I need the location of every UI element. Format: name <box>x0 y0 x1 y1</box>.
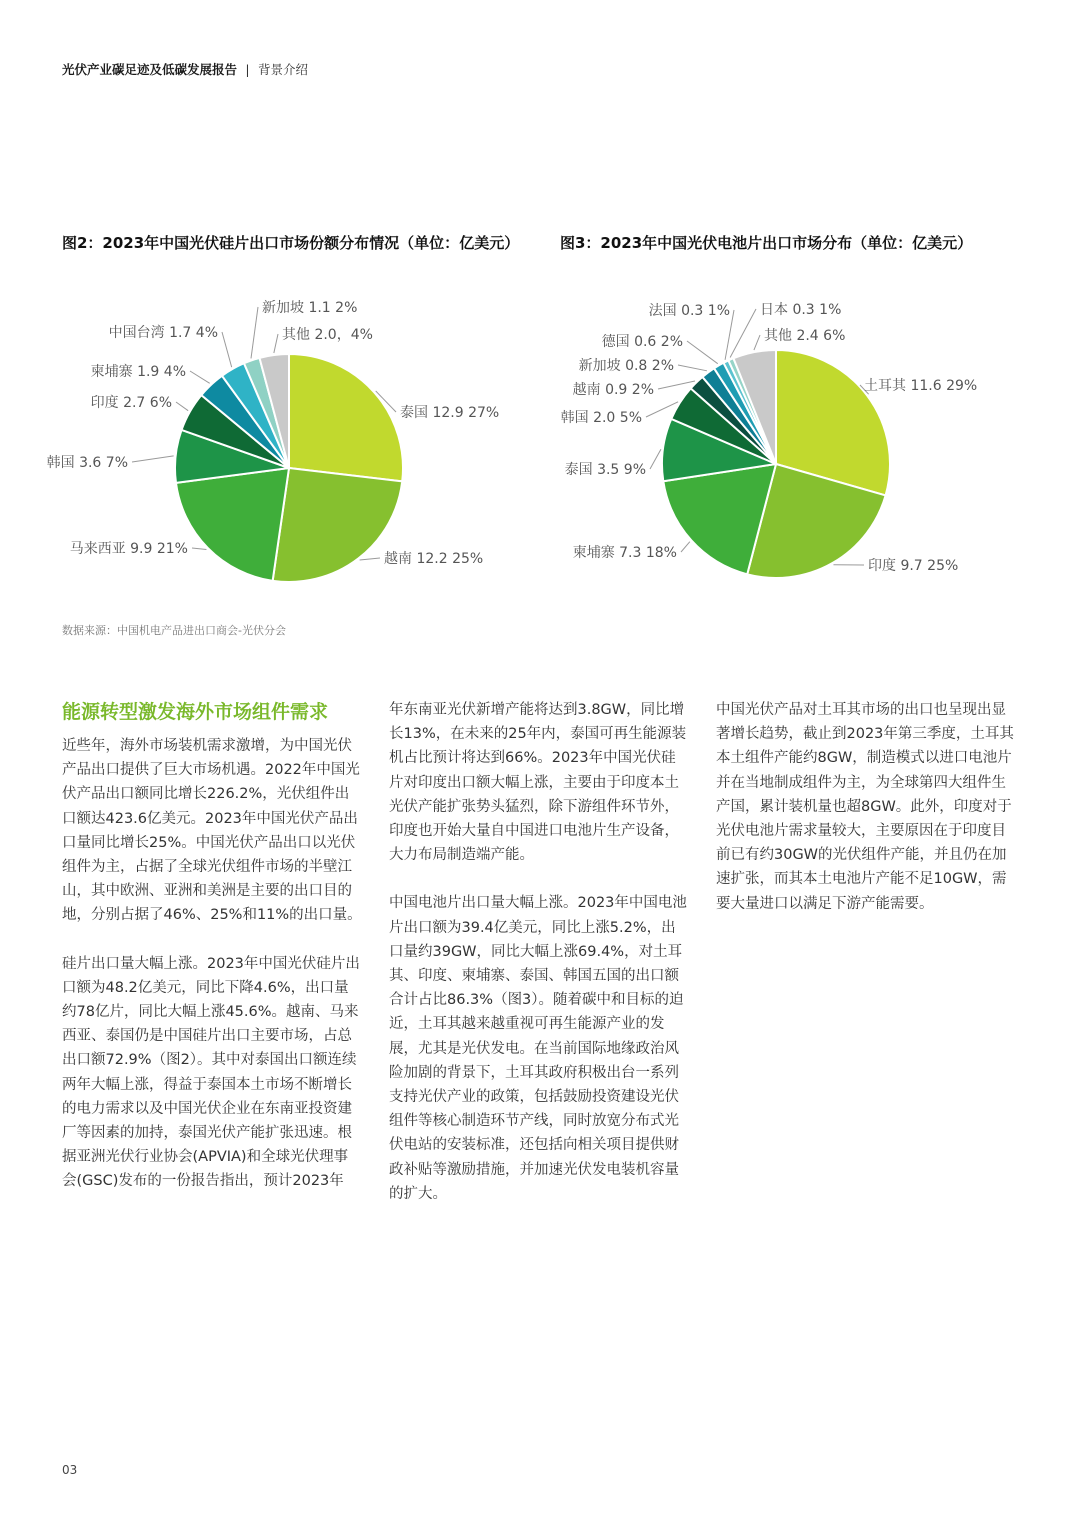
slice-label-德国: 德国 0.6 2% <box>601 334 683 350</box>
report-title: 光伏产业碳足迹及低碳发展报告 <box>62 62 238 77</box>
slice-label-马来西亚: 马来西亚 9.9 21% <box>69 541 188 557</box>
section-name: 背景介绍 <box>257 62 308 77</box>
leader-line <box>192 548 206 549</box>
slice-label-法国: 法国 0.3 1% <box>648 303 730 319</box>
page-number: 03 <box>62 1463 78 1477</box>
section-heading: 能源转型激发海外市场组件需求 <box>62 701 329 723</box>
slice-label-中国台湾: 中国台湾 1.7 4% <box>108 325 218 341</box>
slice-label-新加坡: 新加坡 1.1 2% <box>262 300 358 316</box>
leader-line <box>274 334 278 353</box>
slice-label-韩国: 韩国 3.6 7% <box>46 455 128 471</box>
figure-2-pie-chart <box>40 285 540 605</box>
paragraph: 近些年，海外市场装机需求激增，为中国光伏产品出口提供了巨大市场机遇。2022年中国光伏产品出口额同比增长226.2%，光伏组件出口额达423.6亿美元。2023年中国光伏产品出口量同比增长25%。中国光伏产品出口以光伏组件为主，占据了全球光伏组件市场的半壁江山，其中欧洲、亚洲和美洲是主要的出口目的地，分别占据了46%、25%和11%的出口量。 <box>62 738 362 924</box>
slice-label-越南: 越南 12.2 25% <box>384 551 484 567</box>
running-header <box>62 60 308 78</box>
pie-slice-泰国 <box>289 354 403 481</box>
header-separator: | <box>245 62 250 77</box>
slice-label-印度: 印度 2.7 6% <box>90 395 172 411</box>
text-column-1 <box>62 734 362 1194</box>
figure-3-title: 图3：2023年中国光伏电池片出口市场分布（单位：亿美元） <box>560 234 973 252</box>
slice-label-柬埔寨: 柬埔寨 1.9 4% <box>90 364 186 380</box>
slice-label-泰国: 泰国 3.5 9% <box>564 462 646 478</box>
leader-line <box>687 341 718 364</box>
slice-label-印度: 印度 9.7 25% <box>868 558 959 574</box>
data-source-note: 数据来源：中国机电产品进出口商会-光伏分会 <box>62 624 286 637</box>
leader-line <box>681 542 690 552</box>
slice-label-韩国: 韩国 2.0 5% <box>560 410 642 426</box>
leader-line <box>730 309 756 357</box>
text-column-2 <box>389 698 689 1206</box>
pie-slice-越南 <box>273 468 403 582</box>
figure-3-pie-chart <box>540 285 1040 605</box>
leader-line <box>190 371 210 383</box>
leader-line <box>678 365 707 371</box>
pie-slice-马来西亚 <box>176 468 289 581</box>
leader-line <box>251 307 258 358</box>
paragraph: 硅片出口量大幅上涨。2023年中国光伏硅片出口额为48.2亿美元，同比下降4.6%，出口量约78亿片，同比大幅上涨45.6%。越南、马来西亚、泰国仍是中国硅片出口主要市场，占总出口额72.9%（图2）。其中对泰国出口额连续两年大幅上涨，得益于泰国本土市场不断增长的电力需求以及中国光伏企业在东南亚投资建厂等因素的加持，泰国光伏产能扩张迅速。根据亚洲光伏行业协会(APVIA)和全球光伏理事会(GSC)发布的一份报告指出，预计2023年 <box>62 955 360 1190</box>
paragraph: 中国电池片出口量大幅上涨。2023年中国电池片出口额为39.4亿美元，同比上涨5.2%，出口量约39GW，同比大幅上涨69.4%，对土耳其、印度、柬埔寨、泰国、韩国五国的出口额合计占比86.3%（图3）。随着碳中和目标的迫近，土耳其越来越重视可再生能源产业的发展，尤其是光伏发电。在当前国际地缘政治风险加剧的背景下，土耳其政府积极出台一系列支持光伏产业的政策，包括鼓励投资建设光伏组件等核心制造环节产线，同时放宽分布式光伏电站的安装标准，还包括向相关项目提供财政补贴等激励措施，并加速光伏发电装机容量的扩大。 <box>389 895 687 1202</box>
paragraph: 年东南亚光伏新增产能将达到3.8GW，同比增长13%，在未来的25年内，泰国可再生能源装机占比预计将达到66%。2023年中国光伏硅片对印度出口额大幅上涨，主要由于印度本土光伏产能扩张势头猛烈，除下游组件环节外，印度也开始大量自中国进口电池片生产设备，大力布局制造端产能。 <box>389 702 687 864</box>
leader-line <box>650 449 661 469</box>
leader-line <box>754 335 760 350</box>
slice-label-其他: 其他 2.0，4% <box>282 327 373 343</box>
slice-label-日本: 日本 0.3 1% <box>760 302 842 318</box>
leader-line <box>176 402 188 411</box>
slice-label-越南: 越南 0.9 2% <box>572 382 654 398</box>
leader-line <box>360 558 380 560</box>
slice-label-土耳其: 土耳其 11.6 29% <box>864 378 978 394</box>
slice-label-泰国: 泰国 12.9 27% <box>400 405 500 421</box>
figure-2-title: 图2：2023年中国光伏硅片出口市场份额分布情况（单位：亿美元） <box>62 234 520 252</box>
slice-label-其他: 其他 2.4 6% <box>764 328 846 344</box>
slice-label-柬埔寨: 柬埔寨 7.3 18% <box>572 545 677 561</box>
text-column-3 <box>716 698 1016 916</box>
leader-line <box>132 456 174 462</box>
paragraph: 中国光伏产品对土耳其市场的出口也呈现出显著增长趋势，截止到2023年第三季度，土耳其本土组件产能约8GW，制造模式以进口电池片并在当地制成组件为主，为全球第四大组件生产国，累计装机量也超8GW。此外，印度对于光伏电池片需求量较大，主要原因在于印度目前已有约30GW的光伏组件产能，并且仍在加速扩张，而其本土电池片产能不足10GW，需要大量进口以满足下游产能需要。 <box>716 702 1014 912</box>
leader-line <box>222 332 232 367</box>
slice-label-新加坡: 新加坡 0.8 2% <box>578 358 674 374</box>
leader-line <box>658 381 695 389</box>
